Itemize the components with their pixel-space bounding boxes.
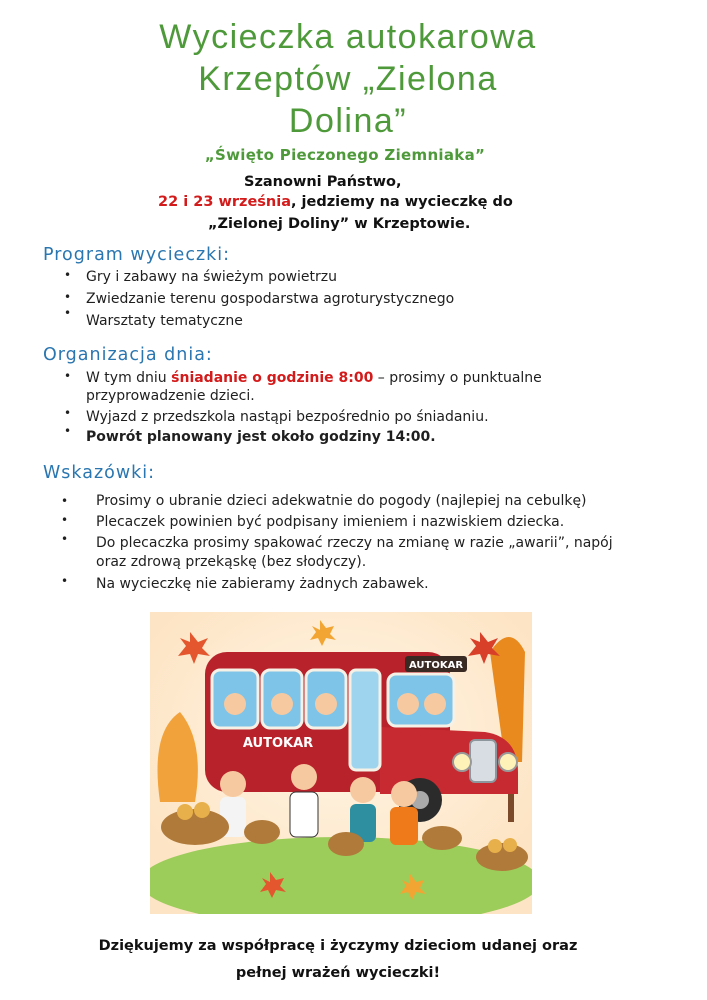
organizacja-item-3: Powrót planowany jest około godziny 14:00. bbox=[86, 429, 436, 445]
child-face bbox=[291, 764, 317, 790]
organizacja-item-1-line2: przyprowadzenie dzieci. bbox=[86, 388, 255, 404]
organizacja-item-1 bbox=[86, 369, 542, 388]
breakfast-time: śniadanie o godzinie 8:00 bbox=[171, 370, 374, 386]
wskazowki-item-3: Do plecaczka prosimy spakować rzeczy na zmianę w razie „awarii”, napój bbox=[96, 535, 613, 551]
child-face bbox=[271, 693, 293, 715]
bullet: • bbox=[61, 513, 69, 527]
text: W tym dniu bbox=[86, 370, 172, 386]
program-item: Zwiedzanie terenu gospodarstwa agroturystycznego bbox=[86, 291, 455, 307]
intro-line-1 bbox=[158, 194, 513, 210]
trip-date: 22 i 23 września bbox=[158, 194, 291, 210]
subtitle: „Święto Pieczonego Ziemniaka” bbox=[204, 146, 486, 164]
basket-icon bbox=[476, 843, 528, 871]
wskazowki-item-1: Prosimy o ubranie dzieci adekwatnie do pogody (najlepiej na cebulkę) bbox=[96, 493, 587, 509]
potato-icon bbox=[488, 839, 502, 853]
bus-grille bbox=[470, 740, 496, 782]
bus-side-label: AUTOKAR bbox=[242, 736, 314, 751]
child-face bbox=[391, 781, 417, 807]
bullet: • bbox=[61, 494, 69, 508]
bullet: • bbox=[64, 306, 72, 320]
program-heading: Program wycieczki: bbox=[43, 245, 231, 265]
bullet: • bbox=[61, 532, 69, 546]
potato-icon bbox=[177, 804, 193, 820]
organizacja-item-2: Wyjazd z przedszkola nastąpi bezpośrednio po śniadaniu. bbox=[86, 409, 489, 425]
wskazowki-item-3-line2: oraz zdrową przekąskę (bez słodyczy). bbox=[96, 554, 367, 570]
wskazowki-heading: Wskazówki: bbox=[43, 463, 156, 483]
child-face bbox=[397, 693, 419, 715]
basket-icon bbox=[161, 809, 229, 845]
title-line-2: Krzeptów „Zielona bbox=[198, 60, 498, 98]
footer-line-2: pełnej wrażeń wycieczki! bbox=[235, 965, 441, 981]
headlight bbox=[499, 753, 517, 771]
basket-icon bbox=[328, 832, 364, 856]
bus-door bbox=[350, 670, 380, 770]
wskazowki-item-4: Na wycieczkę nie zabieramy żadnych zabawek. bbox=[96, 576, 429, 592]
bullet: • bbox=[64, 290, 72, 304]
footer-line-1: Dziękujemy za współpracę i życzymy dzieciom udanej oraz bbox=[98, 938, 578, 954]
bullet: • bbox=[64, 406, 72, 420]
page-title bbox=[0, 16, 696, 142]
bullet: • bbox=[64, 424, 72, 438]
bullet: • bbox=[64, 369, 72, 383]
child-face bbox=[220, 771, 246, 797]
child-face bbox=[315, 693, 337, 715]
program-item: Gry i zabawy na świeżym powietrzu bbox=[86, 269, 338, 285]
program-item: Warsztaty tematyczne bbox=[86, 313, 243, 329]
child-body bbox=[290, 792, 318, 837]
headlight bbox=[453, 753, 471, 771]
child-face bbox=[424, 693, 446, 715]
intro-line-1-rest: , jedziemy na wycieczkę do bbox=[291, 194, 513, 210]
roof-sign-label: AUTOKAR bbox=[408, 660, 464, 671]
child-face bbox=[350, 777, 376, 803]
greeting: Szanowni Państwo, bbox=[244, 174, 402, 190]
child-face bbox=[224, 693, 246, 715]
bullet: • bbox=[64, 268, 72, 282]
bus-illustration bbox=[150, 612, 532, 914]
bullet: • bbox=[61, 574, 69, 588]
intro-line-2: „Zielonej Doliny” w Krzeptowie. bbox=[208, 216, 471, 232]
title-line-3: Dolina” bbox=[288, 102, 408, 140]
potato-icon bbox=[503, 838, 517, 852]
wskazowki-item-2: Plecaczek powinien być podpisany imieniem i nazwiskiem dziecka. bbox=[96, 514, 565, 530]
organizacja-heading: Organizacja dnia: bbox=[43, 345, 213, 365]
basket-icon bbox=[422, 826, 462, 850]
child-body bbox=[390, 807, 418, 845]
potato-icon bbox=[194, 802, 210, 818]
text: – prosimy o punktualne bbox=[373, 370, 542, 386]
basket-icon bbox=[244, 820, 280, 844]
title-line-1: Wycieczka autokarowa bbox=[159, 18, 537, 56]
